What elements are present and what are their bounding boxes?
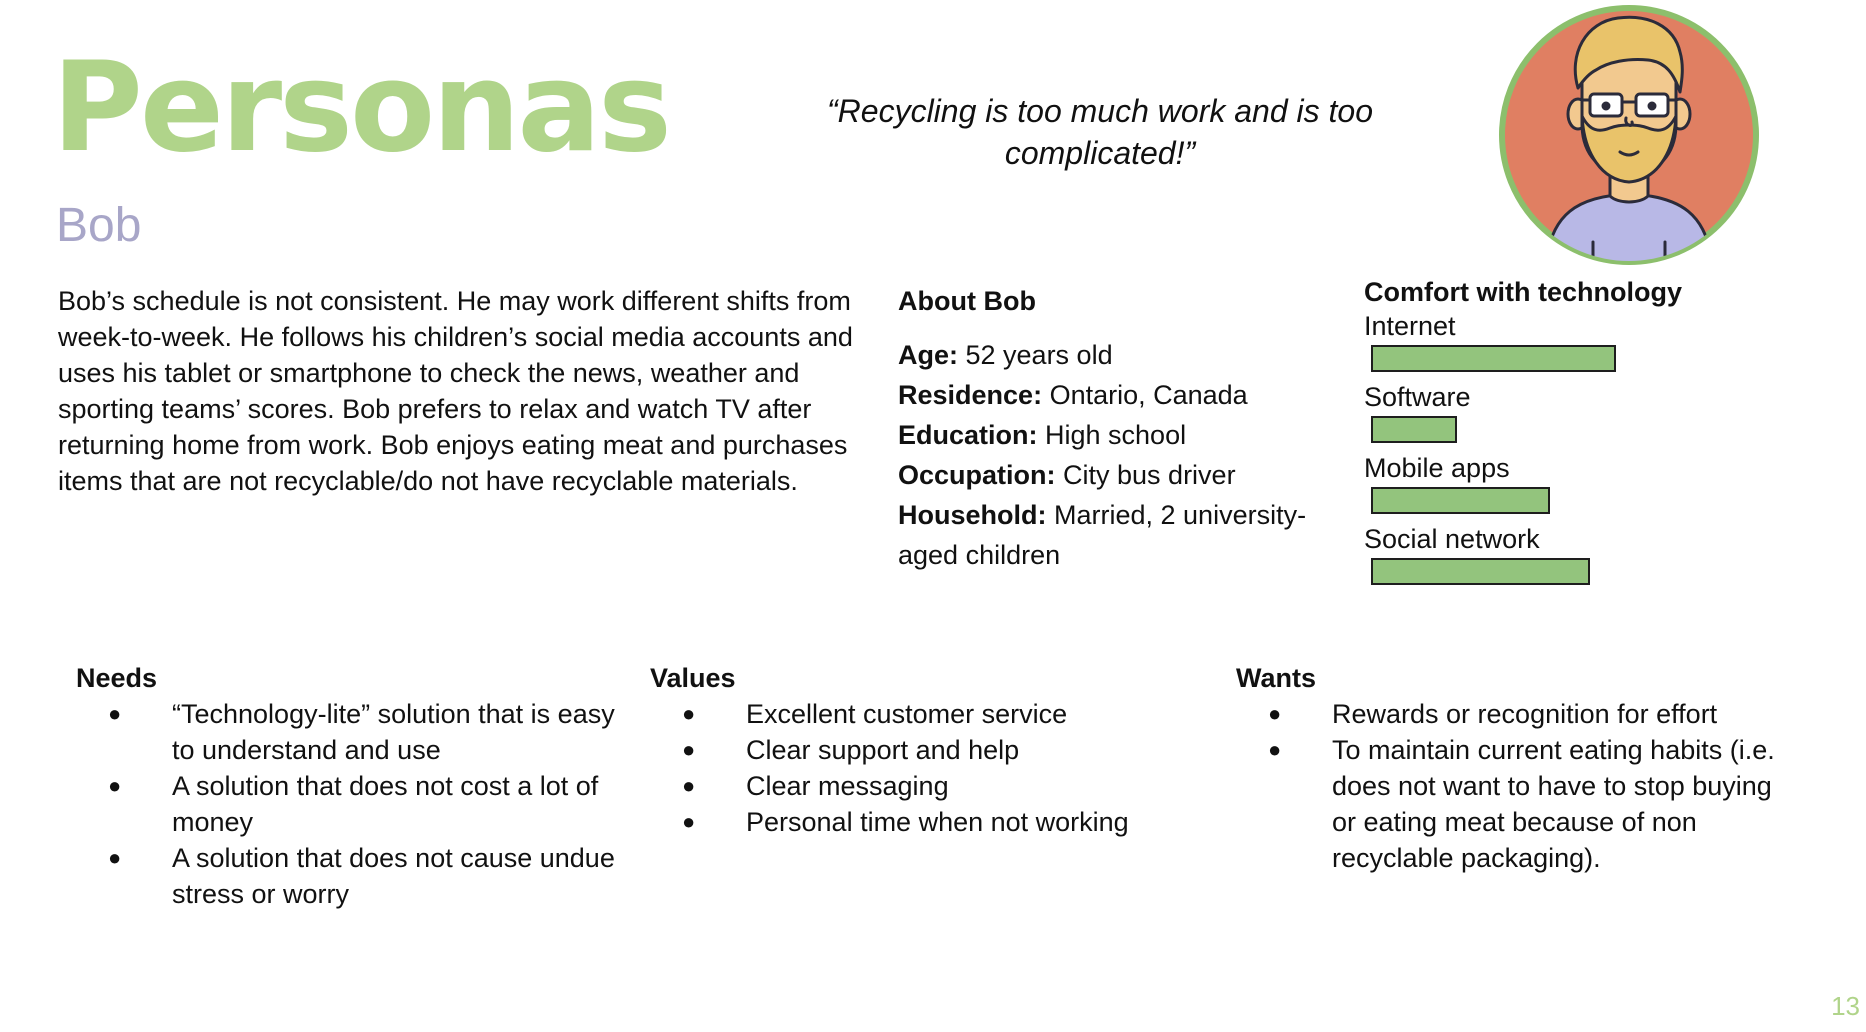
comfort-bar-track xyxy=(1364,345,1784,373)
persona-quote: “Recycling is too much work and is too complicated!” xyxy=(827,93,1373,171)
persona-name: Bob xyxy=(56,199,142,252)
comfort-bar xyxy=(1371,487,1550,514)
about-value: Ontario, Canada xyxy=(1042,380,1248,410)
values-title: Values xyxy=(650,663,736,693)
about-label: Residence: xyxy=(898,380,1043,410)
list-item: ● Personal time when not working xyxy=(650,804,1210,840)
about-value: Married, 2 university-aged children xyxy=(898,500,1307,570)
comfort-label: Software xyxy=(1364,382,1471,412)
values-list xyxy=(650,696,1210,840)
comfort-section xyxy=(1364,275,1784,593)
about-label: Occupation: xyxy=(898,460,1056,490)
about-value: 52 years old xyxy=(958,340,1113,370)
about-label: Education: xyxy=(898,420,1038,450)
page-title: Personas xyxy=(52,36,669,180)
comfort-item-internet xyxy=(1364,309,1784,380)
comfort-item-mobile-apps xyxy=(1364,451,1784,522)
about-row-education xyxy=(898,415,1338,455)
wants-section xyxy=(1236,660,1796,876)
about-value: City bus driver xyxy=(1055,460,1236,490)
list-item: ● Rewards or recognition for effort xyxy=(1236,696,1796,732)
list-item: ● To maintain current eating habits (i.e. does not want to have to stop buying or eating meat because of non recyclable packaging). xyxy=(1236,732,1796,876)
page-number: 13 xyxy=(1831,991,1860,1021)
list-item: ● A solution that does not cause undue stress or worry xyxy=(76,840,616,912)
about-row-age xyxy=(898,335,1338,375)
values-section xyxy=(650,660,1210,840)
comfort-label: Mobile apps xyxy=(1364,453,1510,483)
comfort-bar-track xyxy=(1364,558,1784,586)
wants-list xyxy=(1236,696,1796,876)
comfort-label: Social network xyxy=(1364,524,1540,554)
list-item: ● A solution that does not cost a lot of money xyxy=(76,768,616,840)
about-value: High school xyxy=(1037,420,1187,450)
comfort-bar-track xyxy=(1364,487,1784,515)
persona-bio: Bob’s schedule is not consistent. He may work different shifts from week-to-week. He follows his children’s social media accounts and uses his tablet or smartphone to check the news, weather and sporting teams’ scores. Bob prefers to relax and watch TV after returning home from work. Bob enjoys eating meat and purchases items that are not recyclable/do not have recyclable materials. xyxy=(58,286,853,496)
bearded-man-avatar-icon xyxy=(1498,4,1760,266)
about-label: Age: xyxy=(898,340,958,370)
comfort-item-software xyxy=(1364,380,1784,451)
needs-list xyxy=(76,696,616,912)
list-item: ● Excellent customer service xyxy=(650,696,1210,732)
list-item: ● Clear messaging xyxy=(650,768,1210,804)
needs-section xyxy=(76,660,616,912)
about-section xyxy=(898,281,1338,575)
list-item: ● “Technology-lite” solution that is easy to understand and use xyxy=(76,696,616,768)
needs-title: Needs xyxy=(76,663,158,693)
comfort-item-social-network xyxy=(1364,522,1784,593)
comfort-bar xyxy=(1371,558,1590,585)
about-label: Household: xyxy=(898,500,1047,530)
comfort-bar xyxy=(1371,416,1457,443)
list-item: ● Clear support and help xyxy=(650,732,1210,768)
comfort-bar xyxy=(1371,345,1616,372)
about-row-household xyxy=(898,495,1338,575)
comfort-label: Internet xyxy=(1364,311,1456,341)
about-row-occupation xyxy=(898,455,1338,495)
about-row-residence xyxy=(898,375,1338,415)
wants-title: Wants xyxy=(1236,663,1316,693)
comfort-title: Comfort with technology xyxy=(1364,277,1682,307)
comfort-bar-track xyxy=(1364,416,1784,444)
about-title: About Bob xyxy=(898,286,1036,316)
